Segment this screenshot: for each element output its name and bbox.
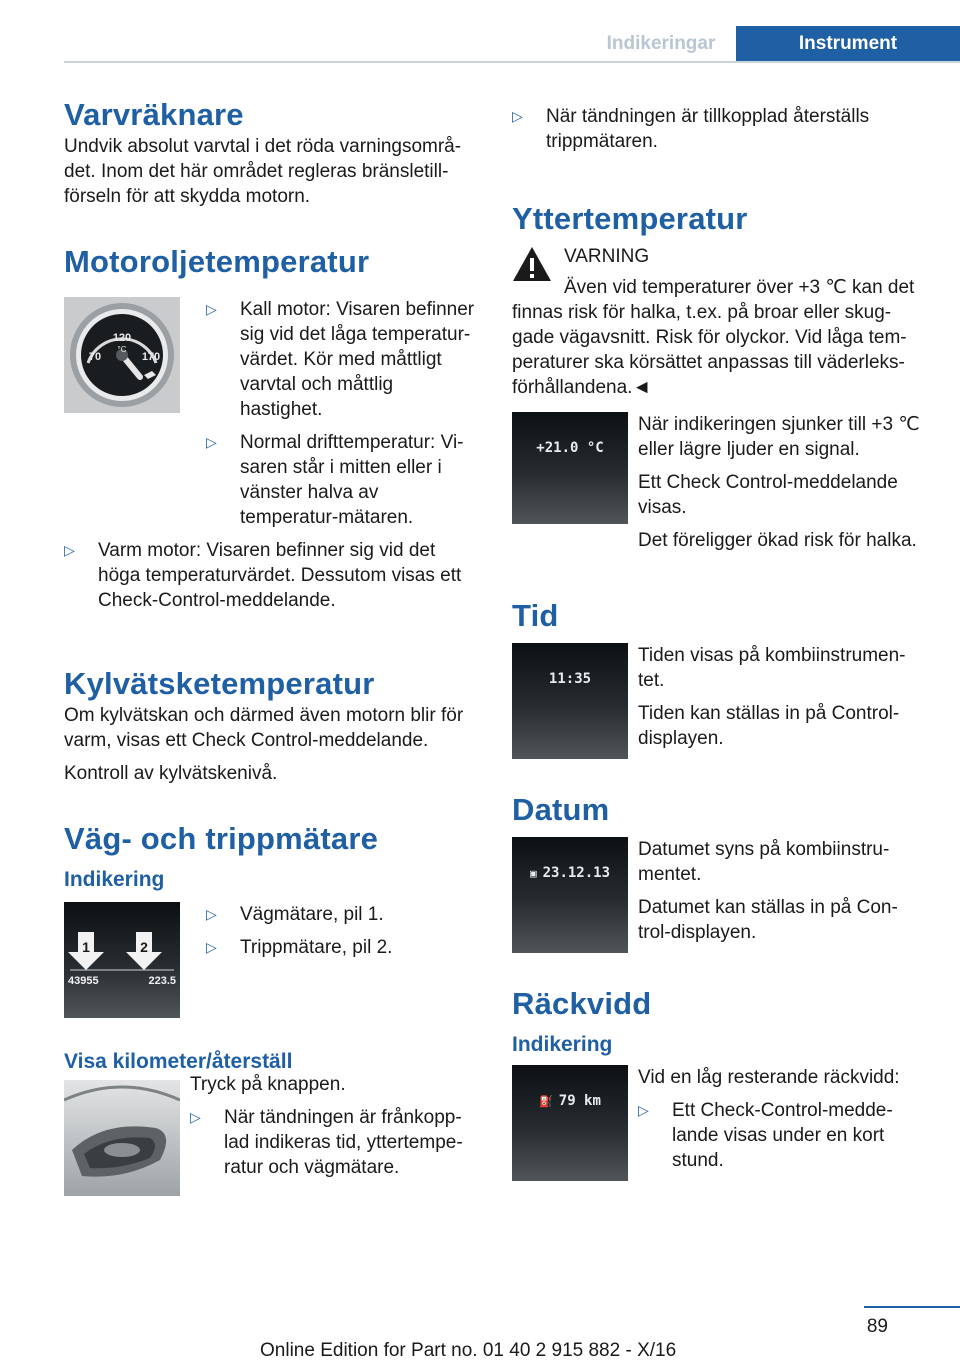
arrow-1-label: 1 [82, 939, 90, 955]
footer-divider [864, 1306, 960, 1308]
gauge-unit-label: °C [117, 345, 127, 354]
reset-button-image [64, 1080, 180, 1196]
oil-gauge-image [64, 297, 180, 413]
tab-instrument[interactable]: Instrument [736, 26, 960, 62]
header-divider [64, 61, 960, 63]
vag-item-1: ▷ Vägmätare, pil 1. [206, 904, 384, 925]
edition-footer: Online Edition for Part no. 01 40 2 915 882 - X/16 [260, 1340, 677, 1361]
temperature-display-image [512, 412, 628, 524]
tab-indikeringar[interactable]: Indikeringar [586, 26, 736, 62]
olje-item-cold: ▷ Kall motor: Visaren befinner sig vid det låga temperatur-värdet. Kör med måttligt varvtal och måttlig hastighet. [206, 299, 475, 420]
heading-kylvatsketemperatur: Kylvätsketemperatur [64, 666, 375, 701]
subheading-indikering: Indikering [64, 868, 165, 891]
odo-block [64, 902, 479, 1018]
ytter-p3: Det föreligger ökad risk för halka. [638, 530, 917, 551]
range-display-image [512, 1065, 628, 1181]
triangle-bullet-icon: ▷ [64, 542, 75, 558]
gauge-high-label: 170 [141, 351, 161, 363]
arrow-2-label: 2 [140, 939, 148, 955]
vag-item-2: ▷ Trippmätare, pil 2. [206, 937, 393, 958]
triangle-bullet-icon: ▷ [206, 301, 217, 317]
heading-vag-och-trippmatare: Väg- och trippmätare [64, 821, 379, 856]
ytter-p2: Ett Check Control-meddelande visas. [638, 472, 898, 518]
triangle-bullet-icon: ▷ [638, 1102, 649, 1118]
odometer-display-image [64, 902, 180, 1018]
heading-tid: Tid [512, 598, 559, 633]
heading-motoroljetemperatur: Motoroljetemperatur [64, 244, 370, 279]
page-header [586, 26, 960, 62]
kyl-text-2: Kontroll av kylvätskenivå. [64, 763, 278, 784]
trip-reset-item: ▷ När tändningen är tillkopplad återställs trippmätaren. [512, 106, 870, 152]
subheading-visa-kilometer: Visa kilometer/återställ [64, 1050, 293, 1073]
gauge-low-label: 70 [88, 351, 102, 363]
triangle-bullet-icon: ▷ [206, 939, 217, 955]
ytter-p1: När indikeringen sjunker till +3 ℃ eller lägre ljuder en signal. [638, 414, 920, 460]
rack-p1: Vid en låg resterande räckvidd: [638, 1067, 900, 1088]
datum-p1: Datumet syns på kombiinstru-mentet. [638, 839, 890, 885]
kyl-text-1: Om kylvätskan och därmed även motorn blir för varm, visas ett Check Control-meddelande. [64, 705, 464, 751]
datum-block [512, 837, 927, 953]
gauge-mid-label: 120 [112, 332, 132, 344]
varvraknare-text: Undvik absolut varvtal i det röda varningsområ-det. Inom det här området regleras bränsletill-förseln för att skydda motorn. [64, 136, 462, 207]
right-column [512, 104, 927, 1181]
varning-text: Även vid temperaturer över +3 ℃ kan det finnas risk för halka, t.ex. på broar eller skug-gade vägavsnitt. Risk för olyckor. Vid låga tem-peraturer ska körsättet anpassas till väderleks-förhållandena.◄ [512, 277, 915, 398]
page-number: 89 [866, 1316, 888, 1337]
trip-value: 223.5 [148, 975, 176, 987]
triangle-bullet-icon: ▷ [206, 906, 217, 922]
tid-block [512, 643, 927, 759]
temp-block [512, 412, 927, 553]
tid-p2: Tiden kan ställas in på Control-displayen. [638, 703, 900, 749]
heading-rackvidd: Räckvidd [512, 986, 652, 1021]
date-display-image [512, 837, 628, 953]
date-display-value: 23.12.13 [542, 865, 611, 881]
time-display-image [512, 643, 628, 759]
calendar-icon: ▣ [529, 867, 537, 880]
tid-p1: Tiden visas på kombiinstrumen-tet. [638, 645, 906, 691]
triangle-bullet-icon: ▷ [206, 434, 217, 450]
olje-item-normal: ▷ Normal drifttemperatur: Vi-saren står i mitten eller i vänster halva av temperatur-mätaren. [206, 432, 464, 528]
triangle-bullet-icon: ▷ [190, 1109, 201, 1125]
fuel-pump-icon: ⛽ [539, 1095, 553, 1108]
visa-text: Tryck på knappen. [190, 1074, 346, 1095]
rack-item: ▷ Ett Check-Control-medde-lande visas under en kort stund. [638, 1100, 893, 1171]
temperature-display-value: +21.0 °C [536, 440, 604, 456]
odometer-total-value: 43955 [68, 975, 99, 987]
time-display-value: 11:35 [548, 671, 592, 687]
left-column [64, 96, 479, 1196]
heading-varvraknare: Varvräknare [64, 97, 244, 132]
heading-datum: Datum [512, 792, 610, 827]
visa-block [64, 1074, 479, 1196]
heading-yttertemperatur: Yttertemperatur [512, 201, 748, 236]
varning-label: VARNING [564, 246, 650, 267]
datum-p2: Datumet kan ställas in på Con-trol-displayen. [638, 897, 898, 943]
rack-block [512, 1065, 927, 1181]
subheading-rack-indikering: Indikering [512, 1033, 613, 1056]
visa-item: ▷ När tändningen är frånkopp-lad indikeras tid, yttertempe-ratur och vägmätare. [190, 1107, 463, 1178]
range-display-value: 79 km [558, 1093, 601, 1109]
triangle-bullet-icon: ▷ [512, 108, 523, 124]
olje-block [64, 297, 479, 538]
olje-item-warm: ▷ Varm motor: Visaren befinner sig vid det höga temperaturvärdet. Dessutom visas ett Check-Control-meddelande. [64, 540, 462, 611]
warning-triangle-icon [512, 246, 552, 282]
